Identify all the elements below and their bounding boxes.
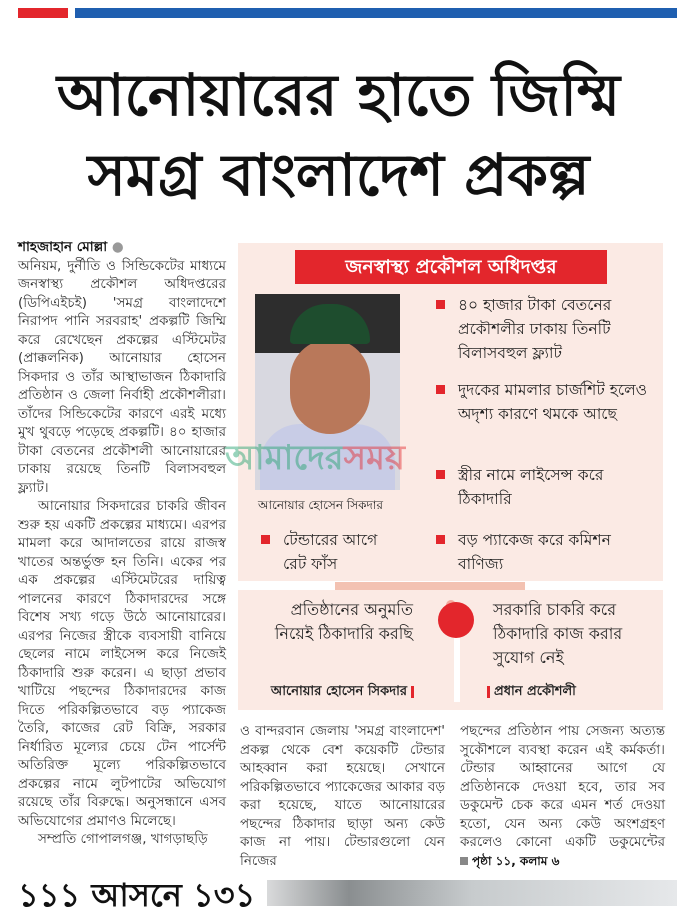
continued-text: পৃষ্ঠা ১১, কলাম ৬: [472, 853, 560, 868]
square-bullet-icon: [436, 385, 445, 394]
next-story-row: [18, 876, 677, 914]
byline-text: শাহজাহান মোল্লা: [18, 239, 108, 255]
paragraph-3: সম্প্রতি গোপালগঞ্জ, খাগড়াছড়ি: [38, 831, 208, 847]
square-bullet-icon: [436, 300, 445, 309]
quote-source-2: [483, 682, 655, 703]
bullet-dot-icon: ●: [111, 239, 124, 255]
info-bullet: [283, 528, 403, 576]
quote-source-text: আনোয়ার হোসেন সিকদার: [270, 684, 407, 699]
square-bullet-icon: [261, 535, 270, 544]
headline: [0, 55, 677, 215]
next-headline: ১১১ আসনে ১৩১: [18, 878, 267, 912]
left-column: [18, 238, 226, 849]
info-bullet: [458, 463, 658, 511]
quote-text-1: প্রতিষ্ঠানের অনুমতি নিয়েই ঠিকাদারি করছি: [274, 600, 413, 643]
bullet-text: দুদকের মামলার চার্জশিট হলেও অদৃশ্য কারণে থমকে আছে: [458, 381, 648, 423]
square-bullet-icon: [436, 470, 445, 479]
watermark-logo: আমাদেরসময়: [225, 438, 405, 478]
quote-source-text: প্রধান প্রকৌশলী: [494, 684, 576, 699]
quote-box: [238, 590, 663, 710]
news-photo: [267, 880, 677, 906]
photo-caption: আনোয়ার হোসেন সিকদার: [258, 498, 383, 512]
info-bullet: [458, 528, 658, 576]
right-column: [460, 722, 665, 870]
bullet-text: টেন্ডারের আগে রেট ফাঁস: [283, 531, 378, 573]
right-column-text: পছন্দের প্রতিষ্ঠান পায় সেজন্য অত্যন্ত সুকৌশলে ব্যবস্থা করেন এই কর্মকর্তা। টেন্ডার আহ্বানের আগে যে প্রতিষ্ঠানকে দেওয়া হবে, তার সব ডকুমেন্ট চেক করে এমন শর্ত দেওয়া হতো, যেন অন্য কেউ অংশগ্রহণ করলেও কোনো একটি ডকুমেন্টের: [460, 723, 665, 850]
info-bullet: [458, 293, 658, 365]
quote-mark-icon: [438, 602, 474, 638]
bullet-text: ৪০ হাজার টাকা বেতনের প্রকৌশলীর ঢাকায় তিনটি বিলাসবহুল ফ্ল্যাট: [458, 296, 612, 362]
paragraph-1: অনিয়ম, দুর্নীতি ও সিন্ডিকেটের মাধ্যমে জনস্বাস্থ্য প্রকৌশল অধিদপ্তরের (ডিপিএইচই) 'সমগ্র বাংলাদেশে নিরাপদ পানি সরবরাহ' প্রকল্পটি জিম্মি করে রেখেছেন প্রকল্পের এস্টিমেটর (প্রাক্কলনিক) আনোয়ার হোসেন সিকদার ও তাঁর আস্থাভাজন ঠিকাদারি প্রতিষ্ঠান ও জেলা নির্বাহী প্রকৌশলীরা। তাঁদের সিন্ডিকেটের কারণে এরই মধ্যে মুখ থুবড়ে পড়েছে প্রকল্পটি। ৪০ হাজার টাকা বেতনের প্রকৌশলী আনোয়ারের ঢাকায় রয়েছে তিনটি বিলাসবহুল ফ্ল্যাট।: [18, 257, 226, 496]
bullet-text: বড় প্যাকেজ করে কমিশন বাণিজ্য: [458, 531, 611, 573]
continued-marker: [460, 854, 559, 868]
divider: [335, 582, 525, 590]
quote-divider: [454, 638, 460, 702]
square-bullet-icon: [436, 535, 445, 544]
byline: [18, 238, 226, 257]
quote-text-2: সরকারি চাকরি করে ঠিকাদারি কাজ করার সুযোগ নেই: [493, 600, 623, 667]
headline-line-2: সমগ্র বাংলাদেশ প্রকল্প: [87, 141, 590, 209]
info-box: [238, 243, 663, 581]
top-red-bar: [18, 8, 68, 18]
quote-source-1: [246, 682, 418, 703]
bullet-text: স্ত্রীর নামে লাইসেন্স করে ঠিকাদারি: [458, 466, 604, 508]
headline-line-1: আনোয়ারের হাতে জিম্মি: [56, 61, 621, 129]
paragraph-2: আনোয়ার সিকদারের চাকরি জীবন শুরু হয় একটি প্রকল্পের মাধ্যমে। এরপর মামলা করে আদালতের রায়ে রাজস্ব খাতের অন্তর্ভুক্ত হন তিনি। একের পর এক প্রকল্পের এস্টিমেটরের দায়িত্ব পালনের কারণে ঠিকাদারদের সঙ্গে বিশেষ সখ্য গড়ে উঠে আনোয়ারের। এরপর নিজের স্ত্রীকে ব্যবসায়ী বানিয়ে ছেলের নামে লাইসেন্স করে নিজেই ঠিকাদারি শুরু করেন। এ ছাড়া প্রভাব খাটিয়ে পছন্দের ঠিকাদারদের কাজ দিতে পরিকল্পিতভাবে বড় প্যাকেজ তৈরি, কাজের রেট বিক্রি, সরকার নির্ধারিত মূল্যের চেয়ে টেন পার্সেন্ট অতিরিক্ত মূল্যে পরিকল্পিতভাবে প্রকল্পের নামে লুটপাটের অভিযোগ রয়েছে তাঁর বিরুদ্ধে। অনুসন্ধানে এসব অভিযোগের প্রমাণও মিলেছে।: [18, 498, 226, 829]
info-bullet: [458, 378, 658, 426]
middle-column: ও বান্দরবান জেলায় 'সমগ্র বাংলাদেশ' প্রকল্প থেকে বেশ কয়েকটি টেন্ডার আহব্বান করা হয়েছে। সেখানে পরিকল্পিতভাবে প্যাকেজের আকার বড় করা হয়েছে, যাতে আনোয়ারের পছন্দের ঠিকাদার ছাড়া অন্য কেউ কাজ না পায়। টেন্ডারগুলো যেন নিজের: [240, 723, 445, 869]
info-box-title: জনস্বাস্থ্য প্রকৌশল অধিদপ্তর: [295, 250, 607, 284]
top-blue-bar: [75, 8, 677, 18]
